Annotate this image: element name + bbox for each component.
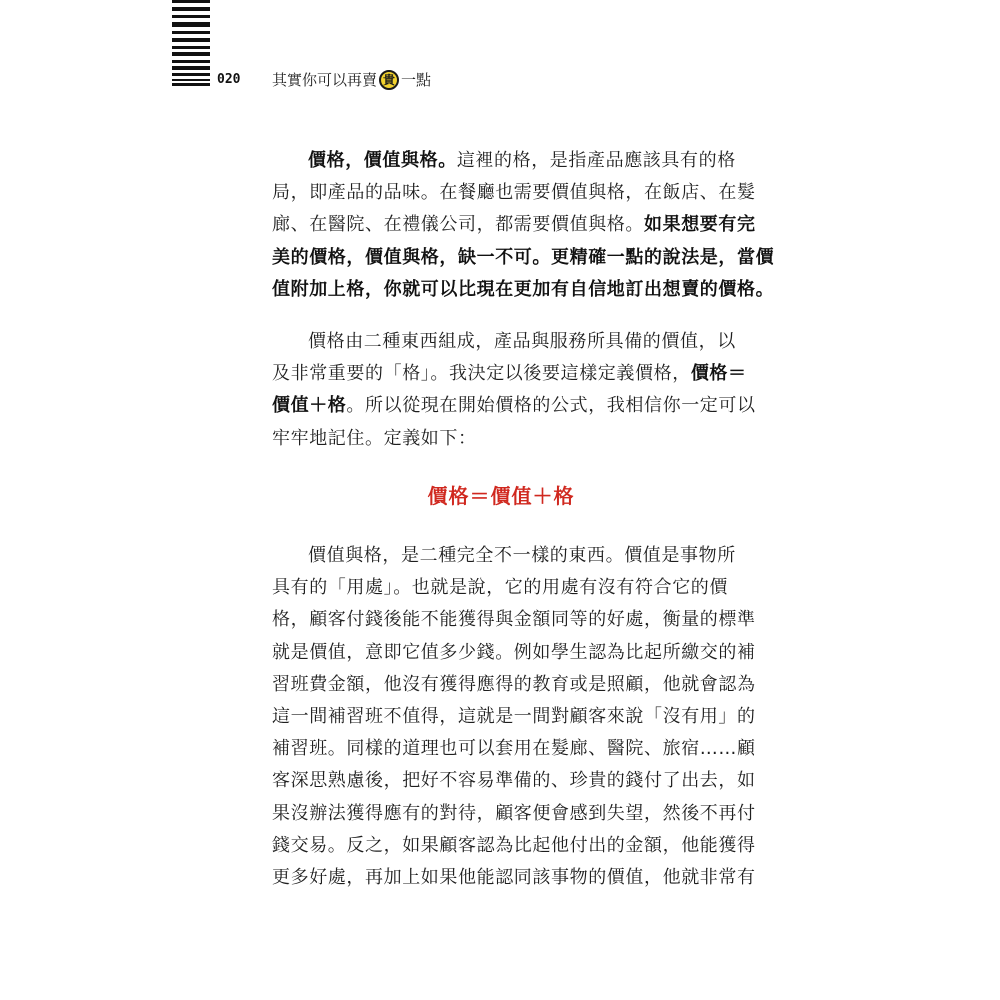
text-run: 就是價值，意即它值多少錢。例如學生認為比起所繳交的補 xyxy=(272,641,756,663)
text-line xyxy=(272,423,730,455)
text-run: 。所以從現在開始價格的公式，我相信你一定可以 xyxy=(346,395,756,417)
text-run: 這裡的格，是指產品應該具有的格 xyxy=(456,150,736,171)
text-line xyxy=(272,209,756,241)
text-run: 更多好處，再加上如果他能認同該事物的價值，他就非常有 xyxy=(272,866,756,888)
text-line xyxy=(272,798,756,830)
text-line xyxy=(272,274,775,306)
page-number: 020 xyxy=(217,72,241,87)
paragraph-value-explanation xyxy=(272,540,756,894)
bold-text: 價值＋格 xyxy=(272,395,347,417)
text-line xyxy=(272,669,756,701)
text-line xyxy=(272,177,756,209)
text-run: 具有的「用處」。也就是說，它的用處有沒有符合它的價 xyxy=(272,577,728,599)
paragraph-value-and-class xyxy=(272,145,775,306)
text-line xyxy=(272,326,736,358)
text-run: 牢牢地記住。定義如下： xyxy=(272,427,477,449)
bold-text: 價格＝ xyxy=(690,363,747,385)
text-line xyxy=(272,604,756,636)
text-line xyxy=(272,830,756,862)
text-line xyxy=(272,765,756,797)
bold-text: 如果想要有完 xyxy=(644,214,756,236)
text-run: 補習班。同樣的道理也可以套用在髮廊、醫院、旅宿……顧 xyxy=(272,738,756,760)
bold-text: 價格，價值與格。 xyxy=(308,150,457,171)
text-line xyxy=(272,733,756,765)
text-run: 這一間補習班不值得，這就是一間對顧客來說「沒有用」的 xyxy=(272,705,756,727)
coin-icon: 貴 xyxy=(379,70,399,90)
text-line xyxy=(272,701,756,733)
text-run: 局，即產品的品味。在餐廳也需要價值與格，在飯店、在髮 xyxy=(272,182,756,204)
text-line xyxy=(272,637,756,669)
text-run: 果沒辦法獲得應有的對待，顧客便會感到失望，然後不再付 xyxy=(272,802,756,824)
text-line xyxy=(272,540,736,572)
running-title-end: 一點 xyxy=(401,71,432,89)
running-title-start: 其實你可以再賣 xyxy=(272,71,378,89)
text-line xyxy=(272,145,736,177)
text-line xyxy=(272,862,756,894)
text-run: 習班費金額，他沒有獲得應得的教育或是照顧，他就會認為 xyxy=(272,673,756,695)
text-run: 及非常重要的「格」。我決定以後要這樣定義價格， xyxy=(272,363,691,385)
text-line xyxy=(272,390,756,422)
text-run: 廊、在醫院、在禮儀公司，都需要價值與格。 xyxy=(272,214,644,236)
text-run: 錢交易。反之，如果顧客認為比起他付出的金額，他能獲得 xyxy=(272,834,756,856)
bold-text: 值附加上格，你就可以比現在更加有自信地訂出想賣的價格。 xyxy=(272,278,775,300)
paragraph-price-definition xyxy=(272,326,756,455)
text-run: 價值與格，是二種完全不一樣的東西。價值是事物所 xyxy=(308,545,736,566)
text-line xyxy=(272,358,747,390)
text-run: 價格由二種東西組成，產品與服務所具備的價值，以 xyxy=(308,331,736,352)
bold-text: 美的價格，價值與格，缺一不可。更精確一點的說法是，當價 xyxy=(272,246,775,268)
barcode-decoration xyxy=(172,0,210,86)
text-run: 格，顧客付錢後能不能獲得與金額同等的好處，衡量的標準 xyxy=(272,609,756,631)
price-formula: 價格＝價值＋格 xyxy=(427,484,575,508)
running-title xyxy=(272,69,431,90)
text-line xyxy=(272,572,730,604)
text-run: 客深思熟慮後，把好不容易準備的、珍貴的錢付了出去，如 xyxy=(272,770,756,792)
text-line xyxy=(272,242,775,274)
